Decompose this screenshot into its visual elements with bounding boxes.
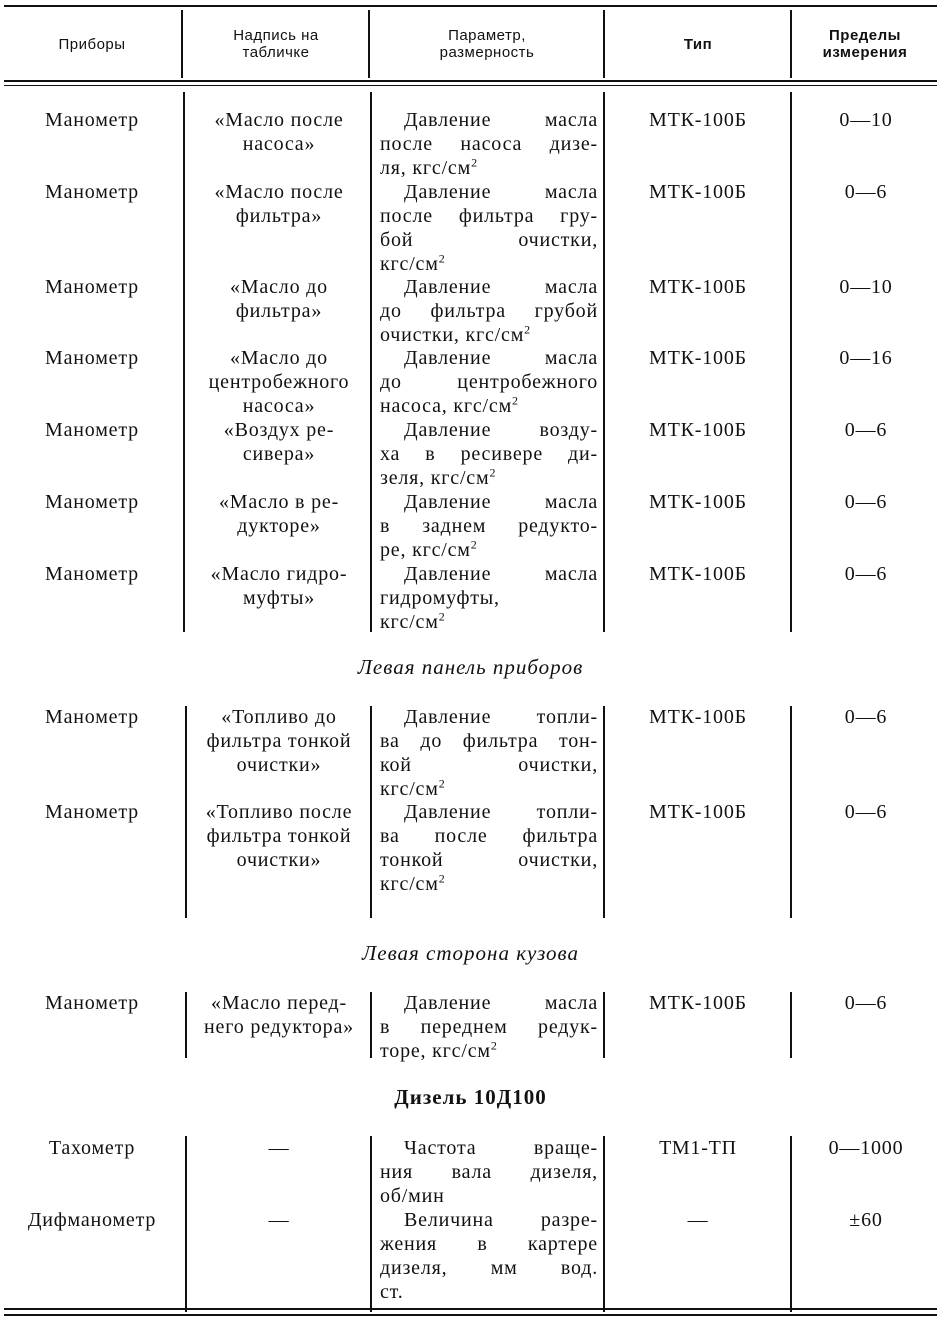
parameter-text: насоса, кгс/см	[380, 395, 513, 417]
row-device: Манометр	[45, 347, 139, 369]
parameter-line	[380, 1256, 598, 1280]
plate-label-line: «Масло после	[214, 109, 344, 131]
row-parameter	[380, 180, 598, 276]
row-type: МТК-100Б	[649, 419, 747, 441]
parameter-line	[380, 108, 598, 132]
row-plate-label	[188, 108, 370, 156]
row-type: МТК-100Б	[649, 992, 747, 1014]
parameter-line	[380, 729, 598, 753]
parameter-text: до центробежного	[380, 371, 598, 393]
row-parameter	[380, 275, 598, 347]
header-plate-line2: табличке	[242, 44, 310, 61]
row-parameter	[380, 562, 598, 634]
row-plate-label	[188, 1208, 370, 1232]
divider-b3-4	[790, 992, 792, 1058]
parameter-line	[380, 991, 598, 1015]
row-type: ТМ1-ТП	[659, 1137, 737, 1159]
row-type: МТК-100Б	[649, 181, 747, 203]
row-plate-label	[188, 275, 370, 323]
row-type: МТК-100Б	[649, 109, 747, 131]
parameter-line	[380, 1015, 598, 1039]
plate-label-line: насоса»	[242, 133, 316, 155]
parameter-text: после насоса дизе-	[380, 133, 598, 155]
section-diesel: Дизель 10Д100	[394, 1085, 547, 1109]
parameter-text: гидромуфты,	[380, 587, 500, 609]
row-parameter	[380, 1208, 598, 1304]
divider-b1-1	[183, 92, 185, 632]
parameter-line	[380, 514, 598, 538]
divider-b2-3	[603, 706, 605, 918]
header-plate-label	[184, 12, 368, 76]
parameter-line	[380, 872, 598, 896]
row-plate-label	[188, 490, 370, 538]
parameter-text: до фильтра грубой	[380, 300, 598, 322]
divider-b2-1	[185, 706, 187, 918]
row-parameter	[380, 991, 598, 1063]
row-plate-label	[188, 705, 370, 777]
parameter-line	[380, 1232, 598, 1256]
parameter-text: в заднем редукто-	[380, 515, 598, 537]
plate-label-line: «Масло в ре-	[218, 491, 340, 513]
row-parameter	[380, 346, 598, 418]
top-rule	[4, 5, 937, 7]
plate-label-line: насоса»	[242, 395, 316, 417]
parameter-line	[380, 848, 598, 872]
header-parameter	[371, 12, 603, 76]
plate-label-line: него редуктора»	[204, 1016, 354, 1038]
parameter-text: кгс/см	[380, 253, 439, 275]
header-divider-4	[790, 10, 792, 78]
parameter-text: Давление топли-	[404, 801, 598, 823]
divider-b4-1	[185, 1136, 187, 1312]
superscript-2: 2	[438, 251, 446, 266]
header-type-text: Тип	[683, 35, 713, 53]
divider-b4-4	[790, 1136, 792, 1312]
parameter-text: Частота враще-	[404, 1137, 598, 1159]
parameter-text: кгс/см	[380, 873, 439, 895]
parameter-text: очистки, кгс/см	[380, 324, 525, 346]
row-device: Манометр	[45, 491, 139, 513]
parameter-text: дизеля, мм вод.	[380, 1257, 598, 1279]
row-range: 0—16	[839, 347, 893, 369]
parameter-line	[380, 1136, 598, 1160]
header-parameter-line1: Параметр,	[448, 27, 526, 44]
plate-label-line: «Масло гидро-	[210, 563, 348, 585]
parameter-text: ха в ресивере ди-	[380, 443, 598, 465]
row-parameter	[380, 800, 598, 896]
row-parameter	[380, 705, 598, 801]
parameter-line	[380, 299, 598, 323]
plate-label-line: «Топливо после	[205, 801, 353, 823]
parameter-line	[380, 204, 598, 228]
plate-label-line: очистки»	[236, 754, 322, 776]
plate-label-line: дукторе»	[237, 515, 321, 537]
parameter-text: кгс/см	[380, 778, 439, 800]
divider-b3-2	[370, 992, 372, 1058]
header-devices-text: Приборы	[58, 35, 126, 53]
row-plate-label	[188, 180, 370, 228]
plate-label-line: «Воздух ре-	[223, 419, 335, 441]
row-plate-label	[188, 991, 370, 1039]
parameter-line	[380, 156, 598, 180]
row-range: 0—1000	[828, 1137, 904, 1159]
divider-b1-2	[370, 92, 372, 632]
row-plate-label	[188, 800, 370, 872]
superscript-2: 2	[438, 609, 446, 624]
header-range	[793, 12, 937, 76]
parameter-text: ва до фильтра тон-	[380, 730, 598, 752]
parameter-text: бой очистки,	[380, 229, 598, 251]
parameter-line	[380, 132, 598, 156]
row-type: МТК-100Б	[649, 706, 747, 728]
superscript-2: 2	[438, 871, 446, 886]
plate-label-line: фильтра тонкой	[206, 730, 352, 752]
header-range-line2: измерения	[822, 44, 908, 61]
parameter-text: Давление масла	[404, 109, 598, 131]
row-device: Манометр	[45, 109, 139, 131]
divider-b2-4	[790, 706, 792, 918]
header-bottom-rule	[4, 80, 937, 82]
parameter-text: Величина разре-	[404, 1209, 598, 1231]
parameter-line	[380, 370, 598, 394]
row-range: 0—6	[844, 491, 888, 513]
row-range: 0—6	[844, 563, 888, 585]
plate-label-line: —	[268, 1209, 290, 1231]
plate-label-line: очистки»	[236, 849, 322, 871]
row-range: 0—6	[844, 181, 888, 203]
row-plate-label	[188, 346, 370, 418]
row-range: 0—6	[844, 419, 888, 441]
parameter-line	[380, 538, 598, 562]
row-range: 0—6	[844, 801, 888, 823]
parameter-line	[380, 824, 598, 848]
parameter-text: зеля, кгс/см	[380, 467, 490, 489]
row-range: 0—6	[844, 992, 888, 1014]
row-device: Тахометр	[48, 1137, 136, 1159]
plate-label-line: фильтра»	[235, 205, 323, 227]
row-device: Манометр	[45, 181, 139, 203]
row-device: Дифманометр	[27, 1209, 157, 1231]
plate-label-line: фильтра»	[235, 300, 323, 322]
parameter-line	[380, 418, 598, 442]
row-range: 0—10	[839, 276, 893, 298]
plate-label-line: —	[268, 1137, 290, 1159]
row-parameter	[380, 108, 598, 180]
header-devices	[4, 12, 180, 76]
plate-label-line: «Масло до	[230, 347, 328, 369]
divider-b4-2	[370, 1136, 372, 1312]
divider-b1-4	[790, 92, 792, 632]
divider-b3-1	[185, 992, 187, 1058]
parameter-text: Давление масла	[404, 276, 598, 298]
superscript-2: 2	[524, 322, 531, 337]
parameter-text: Давление масла	[404, 347, 598, 369]
divider-b4-3	[603, 1136, 605, 1312]
header-parameter-line2: размерность	[439, 44, 535, 61]
row-device: Манометр	[45, 706, 139, 728]
parameter-line	[380, 466, 598, 490]
header-range-line1: Пределы	[829, 27, 901, 44]
row-plate-label	[188, 1136, 370, 1160]
section-left-instrument-panel: Левая панель приборов	[357, 655, 584, 679]
row-device: Манометр	[45, 563, 139, 585]
parameter-line	[380, 1039, 598, 1063]
parameter-line	[380, 1184, 598, 1208]
divider-b2-2	[370, 706, 372, 918]
superscript-2: 2	[512, 393, 519, 408]
header-plate-line1: Надпись на	[233, 27, 319, 44]
row-plate-label	[188, 418, 370, 466]
parameter-line	[380, 610, 598, 634]
plate-label-line: «Масло после	[214, 181, 344, 203]
row-parameter	[380, 418, 598, 490]
row-type: МТК-100Б	[649, 347, 747, 369]
header-divider-1	[181, 10, 183, 78]
plate-label-line: фильтра тонкой	[206, 825, 352, 847]
header-type	[606, 12, 790, 76]
parameter-line	[380, 800, 598, 824]
parameter-line	[380, 1280, 598, 1304]
parameter-line	[380, 753, 598, 777]
row-device: Манометр	[45, 419, 139, 441]
parameter-text: ния вала дизеля,	[380, 1161, 598, 1183]
superscript-2: 2	[490, 1038, 498, 1053]
parameter-line	[380, 705, 598, 729]
parameter-text: после фильтра гру-	[380, 205, 598, 227]
row-plate-label	[188, 562, 370, 610]
parameter-text: тонкой очистки,	[380, 849, 598, 871]
parameter-line	[380, 346, 598, 370]
header-divider-2	[368, 10, 370, 78]
parameter-line	[380, 1160, 598, 1184]
plate-label-line: «Масло до	[230, 276, 328, 298]
row-device: Манометр	[45, 992, 139, 1014]
parameter-text: жения в картере	[380, 1233, 598, 1255]
row-parameter	[380, 1136, 598, 1208]
row-range: 0—6	[844, 706, 888, 728]
row-type: МТК-100Б	[649, 563, 747, 585]
bottom-rule-2	[4, 1314, 937, 1316]
superscript-2: 2	[471, 155, 478, 170]
bottom-rule	[4, 1308, 937, 1310]
parameter-text: ля, кгс/см	[380, 157, 472, 179]
parameter-line	[380, 394, 598, 418]
header-divider-3	[603, 10, 605, 78]
plate-label-line: «Топливо до	[221, 706, 337, 728]
plate-label-line: центробежного	[208, 371, 350, 393]
parameter-text: Давление масла	[404, 491, 598, 513]
parameter-text: об/мин	[380, 1185, 445, 1207]
parameter-text: Давление масла	[404, 181, 598, 203]
parameter-text: Давление масла	[404, 992, 598, 1014]
parameter-text: Давление возду-	[404, 419, 598, 441]
parameter-line	[380, 562, 598, 586]
row-range: ±60	[849, 1209, 883, 1231]
parameter-text: ва после фильтра	[380, 825, 598, 847]
parameter-line	[380, 228, 598, 252]
parameter-line	[380, 180, 598, 204]
section-left-body-side: Левая сторона кузова	[362, 941, 579, 965]
parameter-text: Давление топли-	[404, 706, 598, 728]
header-bottom-rule-2	[4, 85, 937, 86]
divider-b3-3	[603, 992, 605, 1058]
parameter-text: ст.	[380, 1281, 404, 1303]
parameter-text: торе, кгс/см	[380, 1040, 491, 1062]
row-type: —	[687, 1209, 709, 1231]
row-device: Манометр	[45, 801, 139, 823]
row-range: 0—10	[839, 109, 893, 131]
superscript-2: 2	[438, 776, 446, 791]
parameter-text: кгс/см	[380, 611, 439, 633]
parameter-line	[380, 586, 598, 610]
superscript-2: 2	[489, 465, 497, 480]
parameter-text: Давление масла	[404, 563, 598, 585]
parameter-line	[380, 490, 598, 514]
parameter-text: кой очистки,	[380, 754, 598, 776]
superscript-2: 2	[470, 537, 478, 552]
parameter-line	[380, 275, 598, 299]
parameter-line	[380, 777, 598, 801]
divider-b1-3	[603, 92, 605, 632]
parameter-line	[380, 323, 598, 347]
plate-label-line: сивера»	[242, 443, 316, 465]
parameter-line	[380, 442, 598, 466]
parameter-line	[380, 252, 598, 276]
plate-label-line: муфты»	[242, 587, 316, 609]
parameter-text: ре, кгс/см	[380, 539, 471, 561]
row-type: МТК-100Б	[649, 801, 747, 823]
parameter-text: в переднем редук-	[380, 1016, 598, 1038]
row-type: МТК-100Б	[649, 276, 747, 298]
parameter-line	[380, 1208, 598, 1232]
row-type: МТК-100Б	[649, 491, 747, 513]
row-device: Манометр	[45, 276, 139, 298]
plate-label-line: «Масло перед-	[211, 992, 347, 1014]
row-parameter	[380, 490, 598, 562]
